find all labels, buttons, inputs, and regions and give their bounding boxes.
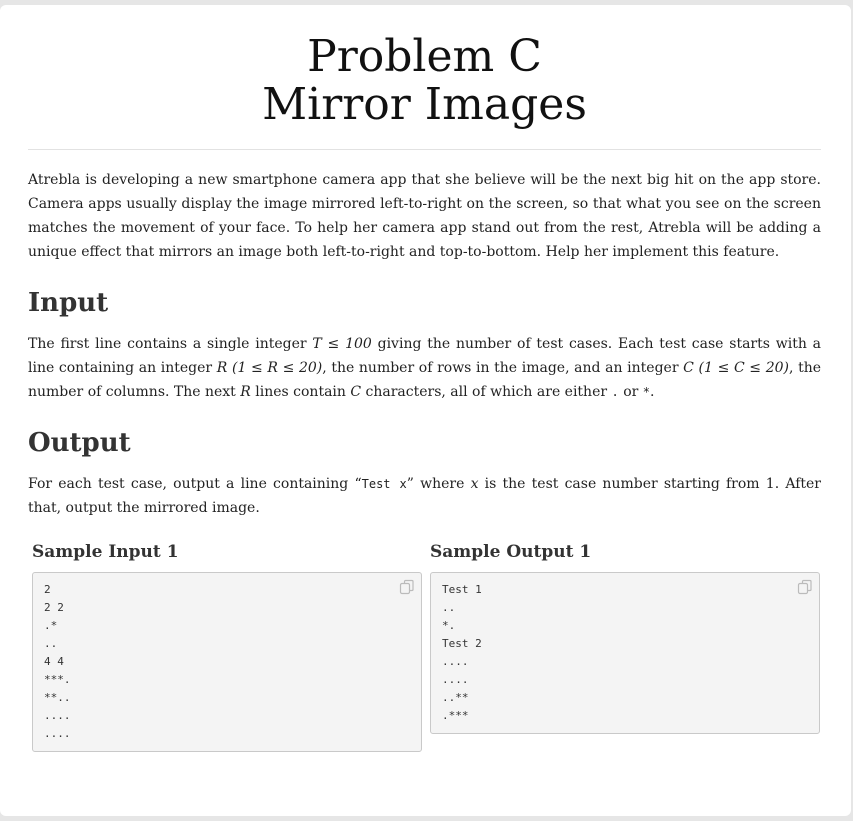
sample-output-text[interactable]: Test 1 .. *. Test 2 .... .... ..** .***	[442, 583, 482, 722]
output-text-2: ” where	[406, 476, 471, 492]
sample-output-box[interactable]	[430, 572, 820, 734]
input-math-r-range: (1 ≤ R ≤ 20)	[231, 360, 323, 376]
input-heading: Input	[28, 288, 109, 318]
input-text-1: The first line contains a single integer	[28, 336, 313, 352]
input-code-dot: .	[611, 385, 619, 399]
input-code-star: *	[642, 385, 651, 399]
intro-paragraph: Atrebla is developing a new smartphone camera app that she believe will be the next big hit on the app store. Camera apps usually display the image mirrored left-to-right on the screen, so that what you see on the screen matches the movement of your face. To help her camera app stand out from the rest, Atrebla will be adding a unique effect that mirrors an image both left-to-right and top-to-bottom. Help her implement this feature.	[28, 172, 821, 260]
output-paragraph	[28, 472, 821, 520]
page-title	[28, 33, 821, 129]
input-text-8: .	[650, 384, 655, 400]
output-code-test: Test x	[361, 477, 407, 491]
sample-input	[32, 542, 422, 752]
output-text-1: For each test case, output a line containing “	[28, 476, 362, 492]
sample-input-text[interactable]: 2 2 2 .* .. 4 4 ***. **.. .... ....	[44, 583, 71, 740]
input-math-c2: C	[350, 384, 362, 400]
input-paragraph	[28, 332, 821, 404]
input-text-7: or	[618, 384, 643, 400]
sample-input-box[interactable]	[32, 572, 422, 752]
input-math-c-range: (1 ≤ C ≤ 20)	[698, 360, 789, 376]
input-math-c: C	[683, 360, 694, 376]
input-text-2: giving the number of test cases. Each test case starts with a line containing an integer	[28, 336, 821, 376]
input-text-5: lines contain	[250, 384, 351, 400]
title-divider	[28, 149, 821, 150]
output-text-4: . After that, output the mirrored image.	[28, 476, 822, 516]
sample-output	[430, 542, 820, 734]
problem-page	[0, 5, 851, 816]
samples-section	[28, 542, 821, 762]
output-text-3: is the test case number starting from	[478, 476, 766, 492]
output-math-one: 1	[765, 476, 775, 492]
problem-name: Mirror Images	[262, 79, 587, 130]
problem-letter: Problem C	[307, 31, 542, 82]
input-math-t: T ≤ 100	[312, 336, 372, 352]
copy-icon[interactable]	[797, 579, 813, 595]
sample-output-title: Sample Output 1	[430, 542, 592, 562]
input-text-4: , the number of columns. The next	[28, 360, 821, 400]
input-math-r2: R	[240, 384, 251, 400]
input-text-6: characters, all of which are either	[361, 384, 612, 400]
output-heading: Output	[28, 428, 131, 458]
output-math-x: x	[470, 476, 479, 492]
input-text-3: , the number of rows in the image, and an integer	[322, 360, 684, 376]
copy-icon[interactable]	[399, 579, 415, 595]
sample-input-title: Sample Input 1	[32, 542, 179, 562]
input-math-r: R	[216, 360, 228, 376]
